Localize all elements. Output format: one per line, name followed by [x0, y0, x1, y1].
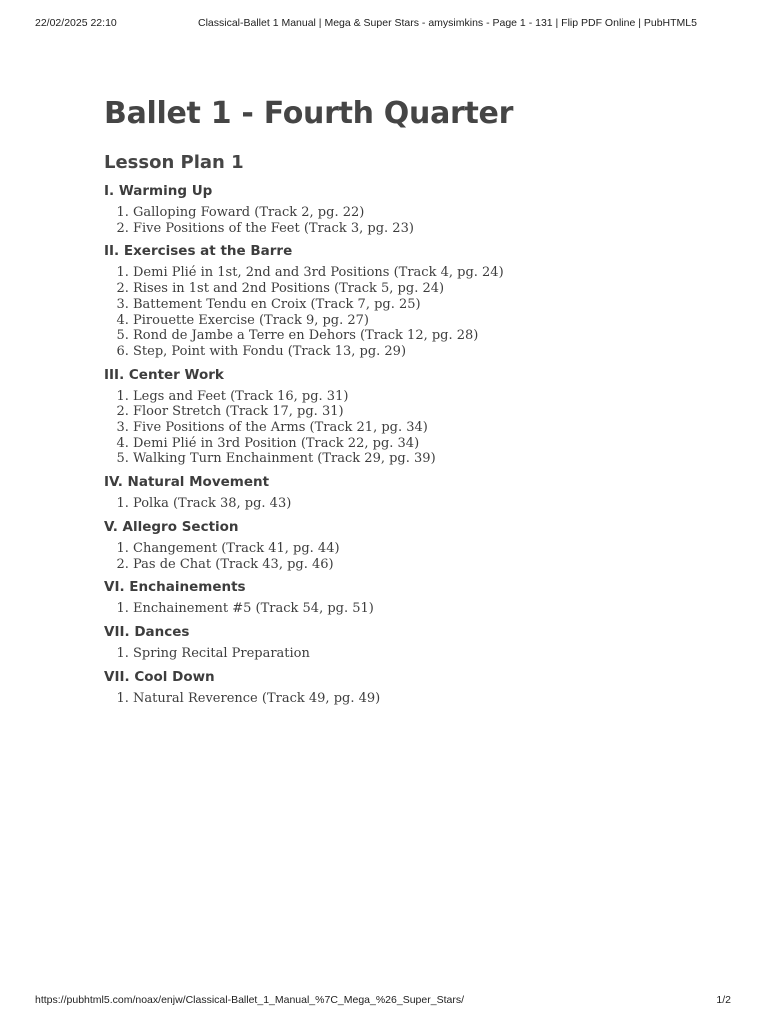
section-item-list	[104, 389, 704, 468]
section-item-list	[104, 601, 704, 617]
list-item: 5. Walking Turn Enchainment (Track 29, pg. 39)	[133, 451, 704, 467]
section-item-list	[104, 541, 704, 572]
lesson-section	[104, 517, 704, 572]
section-heading: IV. Natural Movement	[104, 474, 270, 491]
list-item: 2. Five Positions of the Feet (Track 3, pg. 23)	[133, 221, 704, 237]
list-item: 6. Step, Point with Fondu (Track 13, pg. 29)	[133, 344, 704, 360]
list-item: 2. Floor Stretch (Track 17, pg. 31)	[133, 404, 704, 420]
list-item: 3. Five Positions of the Arms (Track 21, pg. 34)	[133, 420, 704, 436]
list-item: 2. Rises in 1st and 2nd Positions (Track 5, pg. 24)	[133, 281, 704, 297]
print-header	[35, 17, 733, 31]
print-footer	[35, 994, 733, 1008]
lesson-title: Lesson Plan 1	[104, 152, 244, 173]
page-title: Ballet 1 - Fourth Quarter	[104, 96, 514, 131]
list-item: 1. Galloping Foward (Track 2, pg. 22)	[133, 205, 704, 221]
section-item-list	[104, 691, 704, 707]
section-heading: I. Warming Up	[104, 183, 213, 199]
print-url: https://pubhtml5.com/noax/enjw/Classical-Ballet_1_Manual_%7C_Mega_%26_Super_Stars/	[35, 994, 464, 1006]
lesson-section	[104, 667, 704, 707]
list-item: 1. Spring Recital Preparation	[133, 646, 704, 662]
section-item-list	[104, 205, 704, 236]
list-item: 2. Pas de Chat (Track 43, pg. 46)	[133, 557, 704, 573]
list-item: 4. Pirouette Exercise (Track 9, pg. 27)	[133, 313, 704, 329]
lesson-section	[104, 472, 704, 512]
list-item: 1. Legs and Feet (Track 16, pg. 31)	[133, 389, 704, 405]
lesson-section	[104, 181, 704, 236]
lesson-section	[104, 241, 704, 359]
list-item: 1. Polka (Track 38, pg. 43)	[133, 496, 704, 512]
section-heading: V. Allegro Section	[104, 518, 239, 535]
list-item: 1. Natural Reverence (Track 49, pg. 49)	[133, 691, 704, 707]
document-content	[104, 92, 704, 710]
lesson-section	[104, 577, 704, 617]
section-item-list	[104, 496, 704, 512]
print-document-title: Classical-Ballet 1 Manual | Mega & Super Stars - amysimkins - Page 1 - 131 | Flip PDF Online | PubHTML5	[198, 17, 697, 29]
list-item: 1. Demi Plié in 1st, 2nd and 3rd Positions (Track 4, pg. 24)	[133, 265, 704, 281]
section-heading: II. Exercises at the Barre	[104, 243, 293, 260]
lesson-section	[104, 365, 704, 468]
section-heading: VII. Dances	[104, 623, 190, 640]
section-item-list	[104, 646, 704, 662]
lesson-sections	[104, 181, 704, 706]
list-item: 4. Demi Plié in 3rd Position (Track 22, pg. 34)	[133, 436, 704, 452]
list-item: 3. Battement Tendu en Croix (Track 7, pg. 25)	[133, 297, 704, 313]
print-page-indicator: 1/2	[716, 994, 731, 1006]
lesson-section	[104, 622, 704, 662]
list-item: 1. Enchainement #5 (Track 54, pg. 51)	[133, 601, 704, 617]
print-datetime: 22/02/2025 22:10	[35, 17, 117, 29]
section-item-list	[104, 265, 704, 359]
section-heading: VI. Enchainements	[104, 579, 246, 596]
list-item: 1. Changement (Track 41, pg. 44)	[133, 541, 704, 557]
section-heading: III. Center Work	[104, 366, 224, 383]
list-item: 5. Rond de Jambe a Terre en Dehors (Track 12, pg. 28)	[133, 328, 704, 344]
section-heading: VII. Cool Down	[104, 668, 215, 685]
